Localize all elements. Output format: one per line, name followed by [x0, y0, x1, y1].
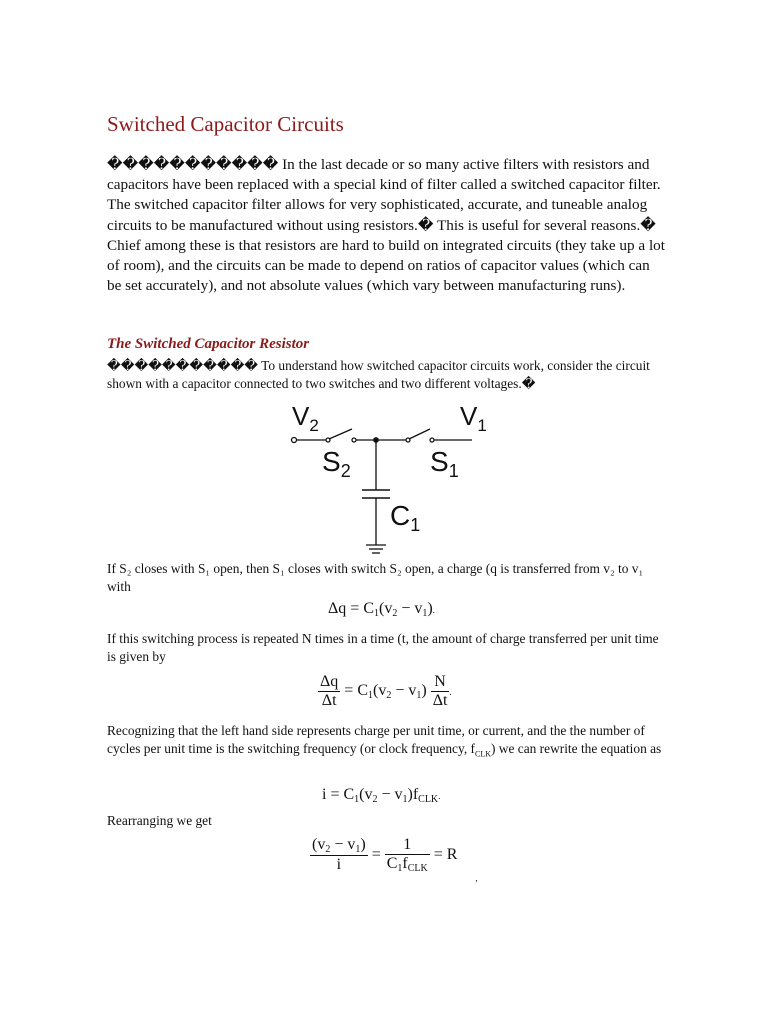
- page-title: Switched Capacitor Circuits: [107, 112, 344, 136]
- equation-charge: $\Delta q = C_1(v_2 - v_1)$.: [328, 600, 435, 619]
- repeat-paragraph: If this switching process is repeated N times in a time (t, the amount of charge transferred per unit time is given by: [107, 631, 659, 664]
- s1-contact-right: [430, 438, 434, 442]
- s1-switch-blade: [409, 429, 430, 439]
- s2-contact-right: [352, 438, 356, 442]
- s1-label: $S_1$: [430, 446, 459, 481]
- equation-resistance: $\frac{(v_2 - v_1)}{i}$ = $\frac{1}{C_1f_{CLK}}$ = R ,: [312, 836, 478, 883]
- v2-terminal: [292, 438, 297, 443]
- switching-paragraph: If S₂ closes with S₁ open, then S₁ closes with switch S₂ open, a charge (q is transferred from v₂ to v₁ with: [107, 561, 644, 594]
- section-intro-paragraph: ����������� To understand how switched capacitor circuits work, consider the circuit shown with a capacitor connected to two switches and two different voltages.�: [107, 358, 650, 391]
- switched-capacitor-circuit-diagram: [280, 395, 510, 560]
- v2-label: $V_2$: [292, 401, 319, 435]
- equation-charge-rate: $\frac{\Delta q}{\Delta t}$ = $C_1(v_2 - v_1)$ $\frac{N}{\Delta t}$ .: [320, 673, 452, 709]
- intro-paragraph: ����������� In the last decade or so many active filters with resistors and capacitors have been replaced with a special kind of filter called a switched capacitor filter. The switched capacitor filter allows for very sophisticated, accurate, and tuneable analog circuits to be manufactured without using resistors.� This is useful for several reasons.� Chief among these is that resistors are hard to build on integrated circuits (they take up a lot of room), and the circuits can be made to depend on ratios of capacitor values (which can be set accurately), and not absolute values (which vary between manufacturing runs).: [107, 156, 665, 295]
- section-heading: The Switched Capacitor Resistor: [107, 336, 310, 352]
- s2-label: $S_2$: [322, 446, 351, 481]
- c1-label: $C_1$: [390, 500, 421, 535]
- s2-switch-blade: [329, 429, 352, 439]
- recognize-paragraph: Recognizing that the left hand side represents charge per unit time, or current, and the the number of cycles per unit time is the switching frequency (or clock frequency, $f_{CLK}$) we can rewrite the equation as: [107, 723, 662, 759]
- equation-current: $i = C_1(v_2 - v_1)f_{CLK}$.: [322, 786, 441, 805]
- v1-label: $V_1$: [460, 401, 487, 435]
- rearrange-paragraph: Rearranging we get: [107, 813, 212, 828]
